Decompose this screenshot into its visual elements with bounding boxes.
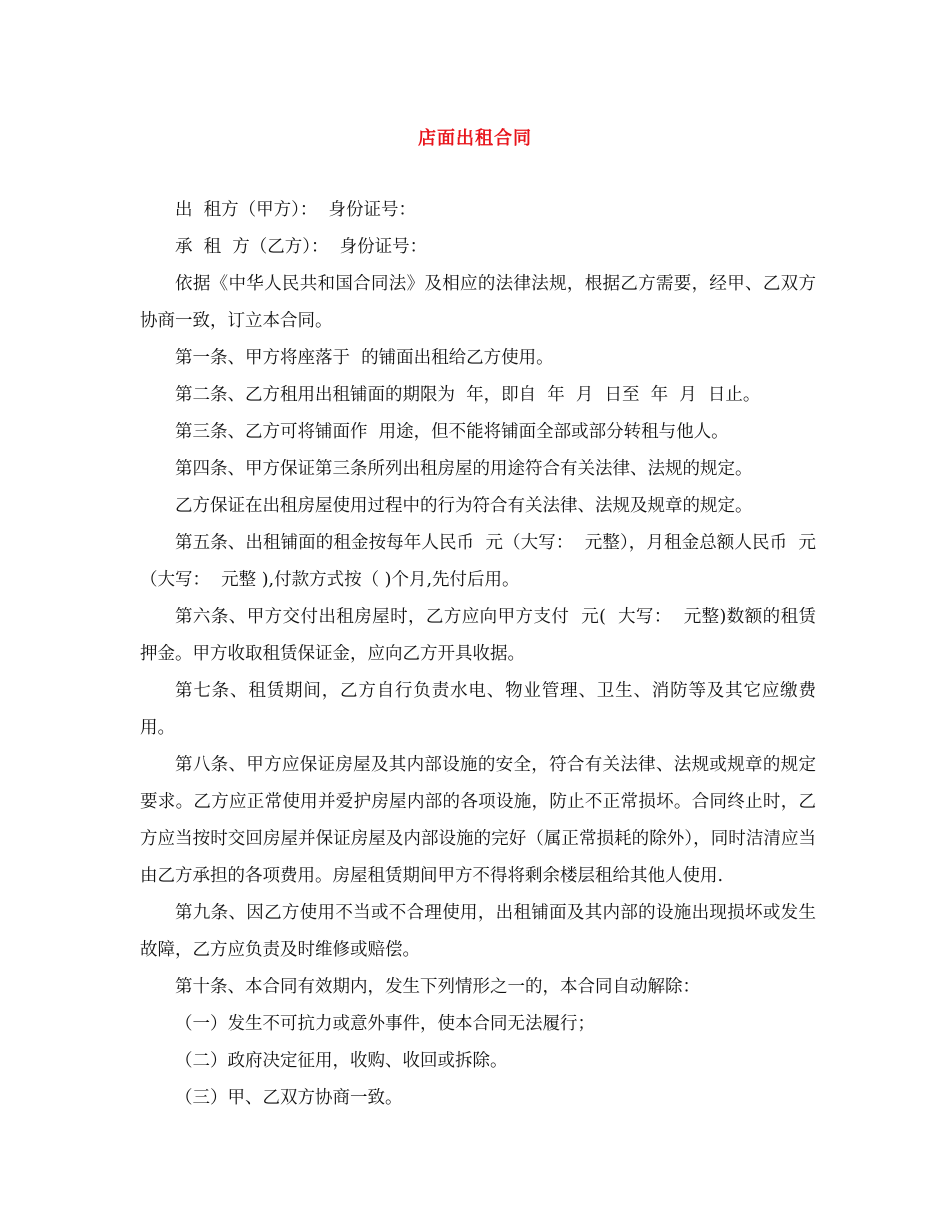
article-6: 第六条、甲方交付出租房屋时，乙方应向甲方支付 元( 大写： 元整)数额的租赁押金。甲方收取租赁保证金，应向乙方开具收据。	[140, 607, 816, 664]
document-title: 店面出租合同	[418, 128, 532, 149]
article-8: 第八条、甲方应保证房屋及其内部设施的安全，符合有关法律、法规或规章的规定要求。乙方应正常使用并爱护房屋内部的各项设施，防止不正常损坏。合同终止时，乙方应当按时交回房屋并保证房屋及内部设施的完好（属正常损耗的除外），同时洁清应当由乙方承担的各项费用。房屋租赁期间甲方不得将剩余楼层租给其他人使用.	[140, 755, 816, 886]
preamble-paragraph: 依据《中华人民共和国合同法》及相应的法律法规，根据乙方需要，经甲、乙双方协商一致，订立本合同。	[140, 274, 816, 331]
article-4-continued: 乙方保证在出租房屋使用过程中的行为符合有关法律、法规及规章的规定。	[175, 496, 753, 516]
article-10: 第十条、本合同有效期内，发生下列情形之一的，本合同自动解除：	[175, 977, 700, 997]
article-5: 第五条、出租铺面的租金按每年人民币 元（大写： 元整），月租金总额人民币 元（大写： 元整 ),付款方式按（ )个月,先付后用。	[140, 533, 816, 590]
lessor-line: 出 租方（甲方）： 身份证号：	[175, 200, 416, 220]
article-10-item-2: （二）政府决定征用，收购、收回或拆除。	[175, 1051, 508, 1071]
article-1: 第一条、甲方将座落于 的铺面出租给乙方使用。	[175, 348, 554, 368]
article-3: 第三条、乙方可将铺面作 用途，但不能将铺面全部或部分转租与他人。	[175, 422, 729, 442]
lessee-line: 承 租 方（乙方）： 身份证号：	[175, 237, 428, 257]
article-9: 第九条、因乙方使用不当或不合理使用，出租铺面及其内部的设施出现损坏或发生故障，乙方应负责及时维修或赔偿。	[140, 903, 816, 960]
article-10-item-3: （三）甲、乙双方协商一致。	[175, 1088, 403, 1108]
contract-body	[140, 192, 816, 1117]
article-2: 第二条、乙方租用出租铺面的期限为 年，即自 年 月 日至 年 月 日止。	[175, 385, 761, 405]
article-10-item-1: （一）发生不可抗力或意外事件，使本合同无法履行；	[175, 1014, 595, 1034]
article-4: 第四条、甲方保证第三条所列出租房屋的用途符合有关法律、法规的规定。	[175, 459, 753, 479]
article-7: 第七条、租赁期间，乙方自行负责水电、物业管理、卫生、消防等及其它应缴费用。	[140, 681, 816, 738]
